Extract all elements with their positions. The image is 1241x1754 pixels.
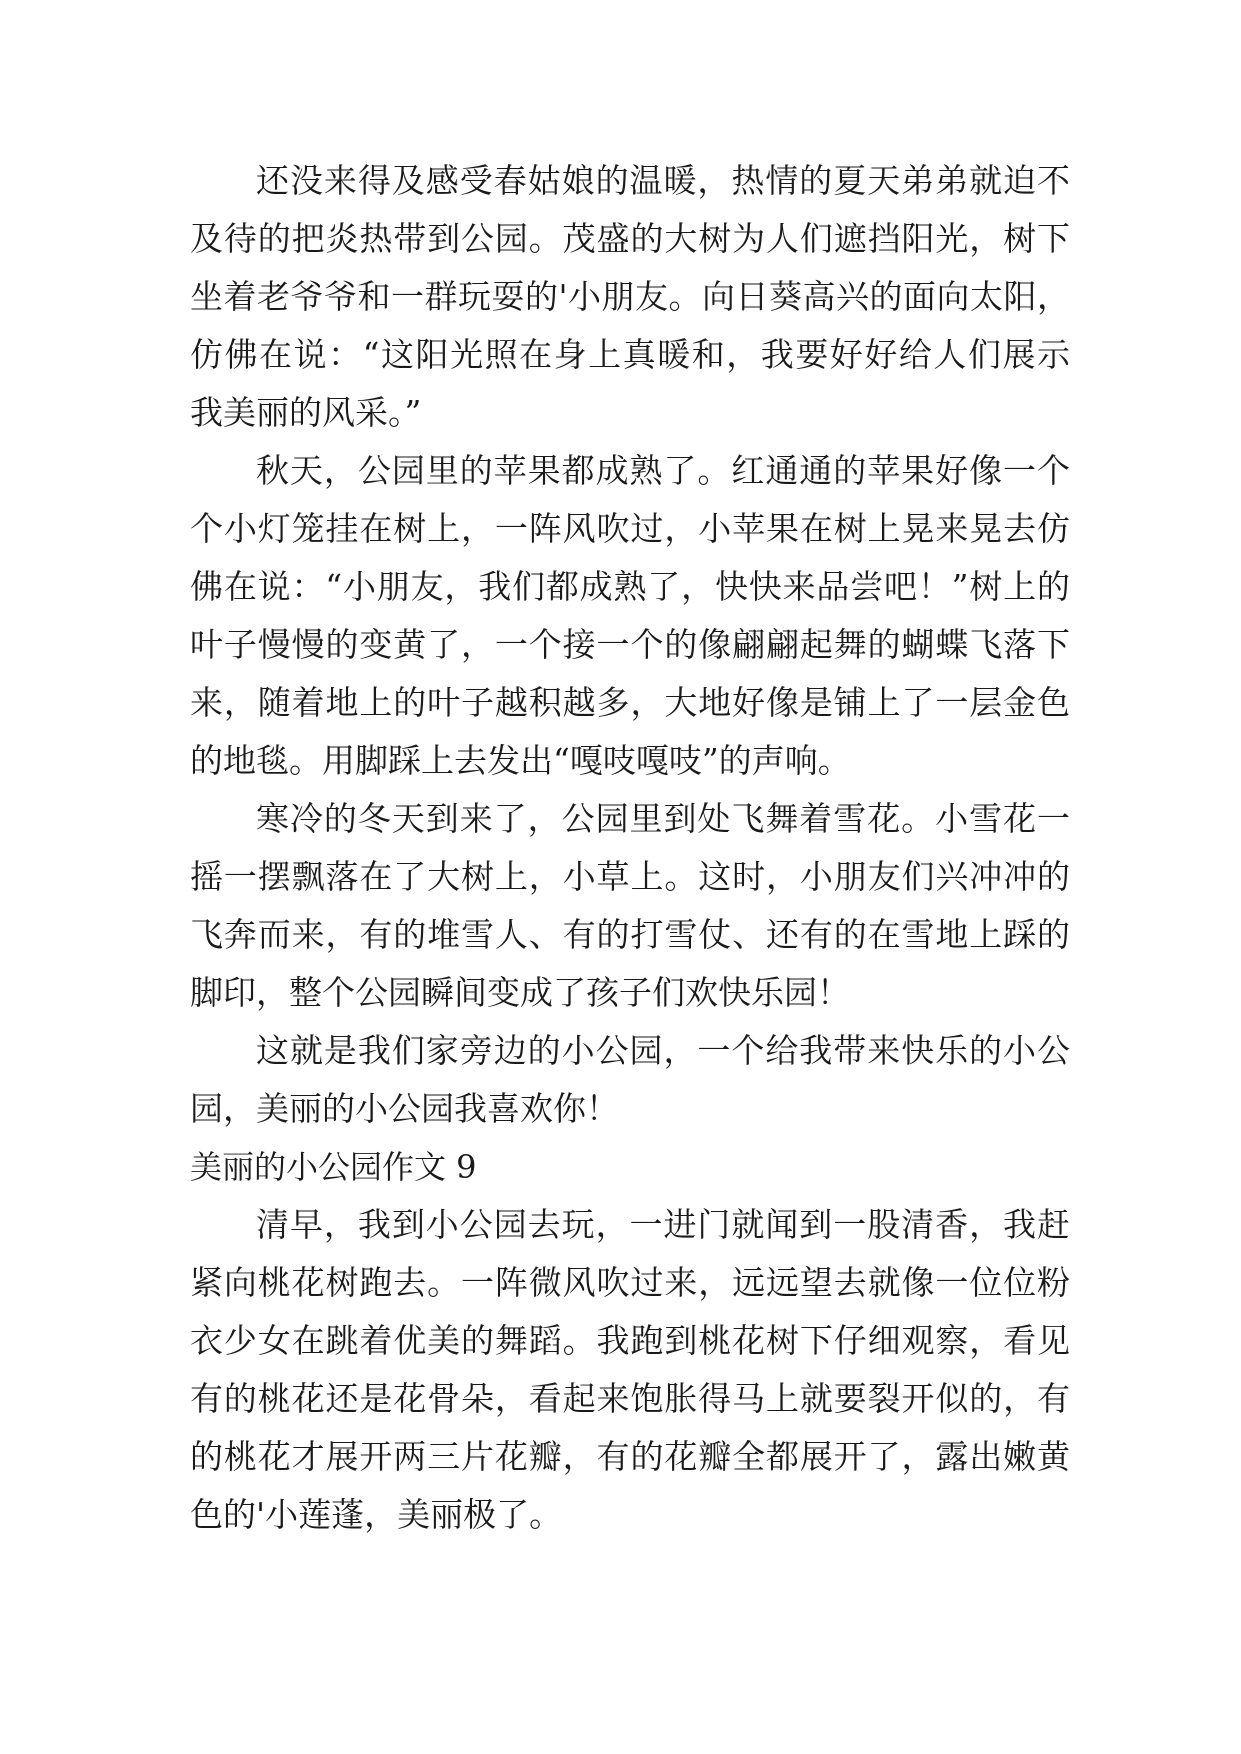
text-line: 这就是我们家旁边的小公园，一个给我带来快乐的小公 [256,1031,1070,1070]
text-line: 清早，我到小公园去玩，一进门就闻到一股清香，我赶 [256,1205,1070,1244]
text-line: 仿佛在说：“这阳光照在身上真暖和，我要好好给人们展示 [190,335,1070,374]
text-line: 紧向桃花树跑去。一阵微风吹过来，远远望去就像一位位粉 [190,1263,1070,1302]
text-line: 寒冷的冬天到来了，公园里到处飞舞着雪花。小雪花一 [256,799,1070,838]
text-line: 的桃花才展开两三片花瓣，有的花瓣全都展开了，露出嫩黄 [190,1437,1070,1476]
text-line: 摇一摆飘落在了大树上，小草上。这时，小朋友们兴冲冲的 [190,857,1070,896]
text-line: 及待的把炎热带到公园。茂盛的大树为人们遮挡阳光，树下 [190,219,1070,258]
section-heading: 美丽的小公园作文 9 [190,1148,477,1186]
text-line: 叶子慢慢的变黄了，一个接一个的像翩翩起舞的蝴蝶飞落下 [190,625,1070,664]
text-line: 个小灯笼挂在树上，一阵风吹过，小苹果在树上晃来晃去仿 [190,509,1070,548]
text-line: 色的'小莲蓬，美丽极了。 [190,1495,563,1534]
text-line: 脚印，整个公园瞬间变成了孩子们欢快乐园！ [190,973,850,1012]
text-line: 佛在说：“小朋友，我们都成熟了，快快来品尝吧！”树上的 [190,567,1070,606]
text-line: 来，随着地上的叶子越积越多，大地好像是铺上了一层金色 [190,683,1070,722]
text-line: 的地毯。用脚踩上去发出“嘎吱嘎吱”的声响。 [190,741,851,780]
text-line: 坐着老爷爷和一群玩耍的'小朋友。向日葵高兴的面向太阳， [190,277,1070,316]
text-line: 还没来得及感受春姑娘的温暖，热情的夏天弟弟就迫不 [256,161,1070,200]
text-line: 秋天，公园里的苹果都成熟了。红通通的苹果好像一个 [256,451,1070,490]
text-line: 有的桃花还是花骨朵，看起来饱胀得马上就要裂开似的，有 [190,1379,1070,1418]
text-line: 衣少女在跳着优美的舞蹈。我跑到桃花树下仔细观察，看见 [190,1321,1070,1360]
text-line: 园，美丽的小公园我喜欢你！ [190,1089,619,1128]
text-line: 我美丽的风采。” [190,393,422,432]
text-line: 飞奔而来，有的堆雪人、有的打雪仗、还有的在雪地上踩的 [190,915,1070,954]
